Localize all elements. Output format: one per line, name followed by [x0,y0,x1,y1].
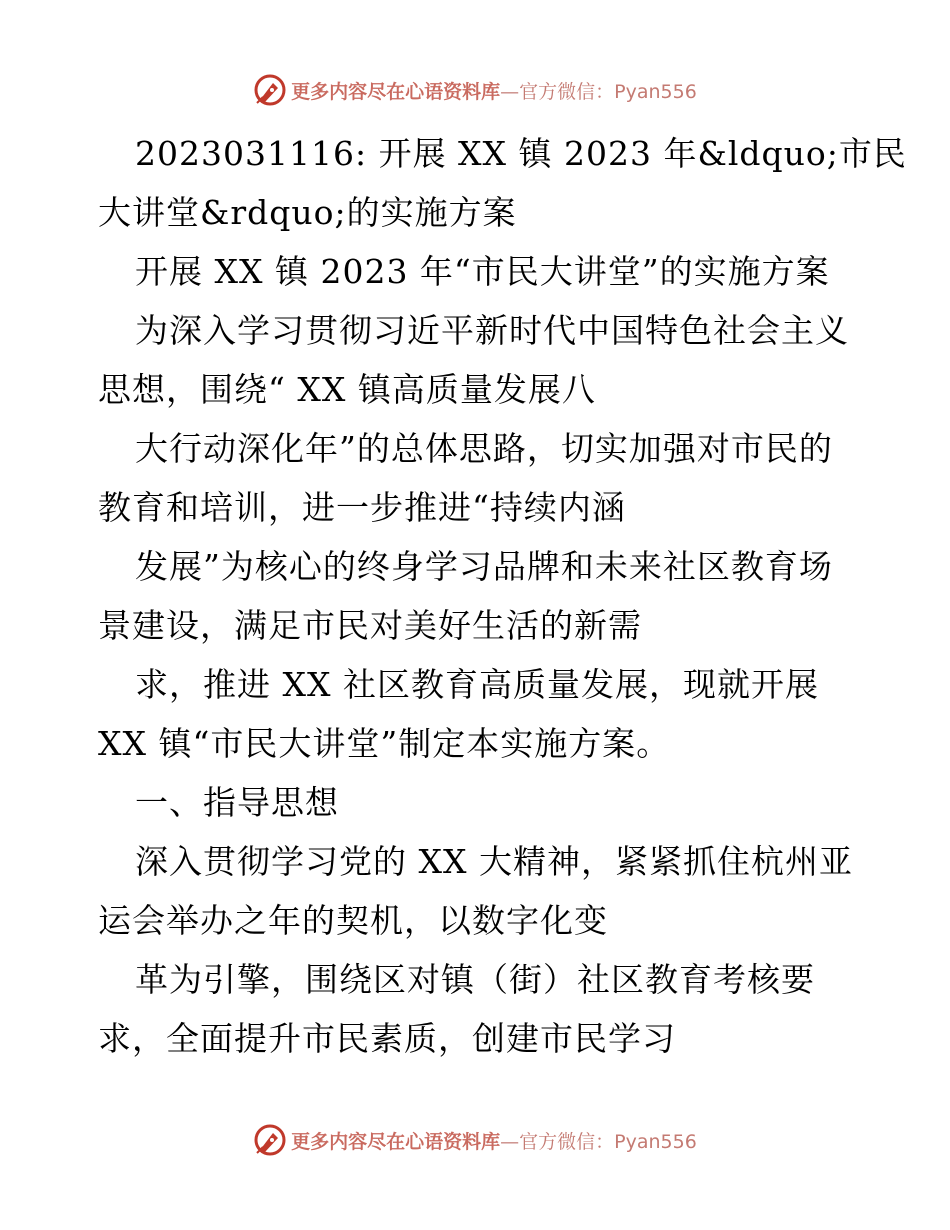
doc-line: 革为引擎，围绕区对镇（街）社区教育考核要 [135,960,815,999]
banner-text [291,1127,697,1154]
header-banner [0,72,950,108]
footer-banner [0,1122,950,1158]
banner-separator: — [500,80,520,103]
doc-line: 教育和培训，进一步推进“持续内涵 [98,488,626,527]
doc-line: 开展 XX 镇 2023 年“市民大讲堂”的实施方案 [135,252,830,291]
doc-line: XX 镇“市民大讲堂”制定本实施方案。 [98,724,671,763]
doc-line: 运会举办之年的契机，以数字化变 [98,901,608,940]
doc-line: 景建设，满足市民对美好生活的新需 [98,606,642,645]
doc-line: 求，推进 XX 社区教育高质量发展，现就开展 [135,665,819,704]
doc-line: 思想，围绕“ XX 镇高质量发展八 [98,370,596,409]
banner-wechat: 官方微信：Pyan556 [519,1130,697,1153]
doc-line: 大讲堂&rdquo;的实施方案 [98,193,517,232]
document-body [98,124,907,1068]
banner-lead: 更多内容尽在心语资料库 [291,80,501,103]
doc-line: 深入贯彻学习党的 XX 大精神，紧紧抓住杭州亚 [135,842,853,881]
banner-lead: 更多内容尽在心语资料库 [291,1130,501,1153]
pen-nib-circle-icon [253,73,287,107]
doc-line: 求，全面提升市民素质，创建市民学习 [98,1019,676,1058]
doc-line: 2023031116: 开展 XX 镇 2023 年&ldquo;市民 [135,134,907,173]
doc-line: 发展”为核心的终身学习品牌和未来社区教育场 [135,547,833,586]
doc-line: 为深入学习贯彻习近平新时代中国特色社会主义 [135,311,849,350]
banner-wechat: 官方微信：Pyan556 [519,80,697,103]
section-heading: 一、指导思想 [135,783,339,822]
banner-text [291,77,697,104]
doc-line: 大行动深化年”的总体思路，切实加强对市民的 [135,429,833,468]
pen-nib-circle-icon [253,1123,287,1157]
banner-separator: — [500,1130,520,1153]
